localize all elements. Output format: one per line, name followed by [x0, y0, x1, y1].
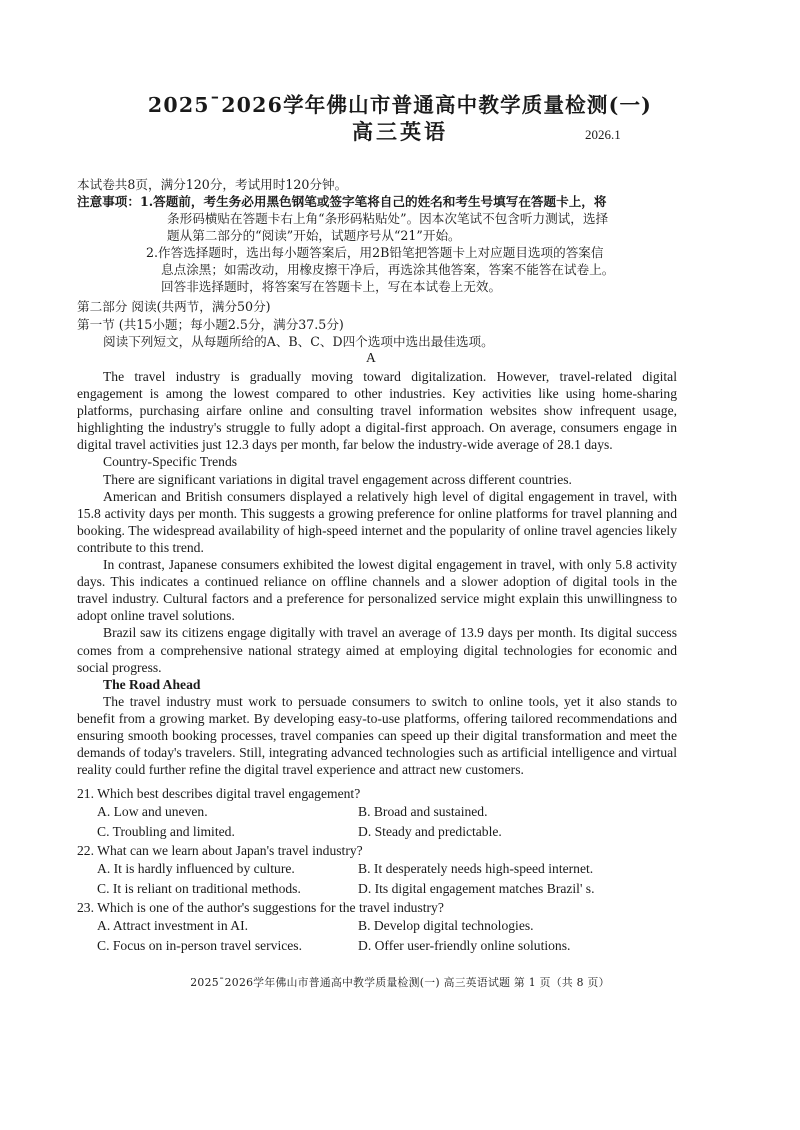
instructions-item2-line3: 回答非选择题时，将答案写在答题卡上，写在本试卷上无效。	[161, 279, 502, 294]
question-22-stem: 22. What can we learn about Japan's travel industry?	[77, 843, 363, 858]
instructions-label: 注意事项：	[77, 194, 140, 209]
question-22-option-b: B. It desperately needs high-speed internet.	[358, 861, 594, 876]
passage-paragraph: There are significant variations in digital travel engagement across different countries.	[103, 471, 572, 487]
instructions-item2-line2: 息点涂黑；如需改动，用橡皮擦干净后，再选涂其他答案，答案不能答在试卷上。	[161, 262, 615, 277]
question-23-stem: 23. Which is one of the author's suggestions for the travel industry?	[77, 900, 444, 915]
question-22-option-a: A. It is hardly influenced by culture.	[97, 861, 295, 876]
passage-paragraph: The travel industry is gradually moving toward digitalization. However, travel-related digital engagement is among the lowest compared to other industries. Key activities like using home-sharing platforms, purchasing airfare online and consulting travel information websites show infrequent usage, highlighting the industry's struggle to fully adopt a digital-first approach. On average, consumers engage in digital travel activities just 12.3 days per month, far below the industry-wide average of 28.1 days.	[77, 369, 677, 453]
question-23-option-c: C. Focus on in-person travel services.	[97, 938, 302, 953]
section-sub-heading: 第一节 (共15小题；每小题2.5分，满分37.5分)	[77, 317, 344, 332]
question-23-option-a: A. Attract investment in AI.	[97, 918, 249, 933]
question-23-option-b: B. Develop digital technologies.	[358, 918, 534, 933]
passage-paragraph: In contrast, Japanese consumers exhibited the lowest digital engagement in travel, with only 5.8 activity days. This indicates a continued reliance on offline channels and a slower adoption of digital tools in the travel industry. Cultural factors and a preference for personalized service might explain this unwillingness to adopt online travel solutions.	[77, 557, 677, 624]
instructions-item1-text: 1.答题前，考生务必用黑色钢笔或签字笔将自己的姓名和考生号填写在答题卡上，将	[139, 194, 607, 209]
instructions-item2-line1: 2.作答选择题时，选出每小题答案后，用2B铅笔把答题卡上对应题目选项的答案信	[146, 245, 604, 260]
instructions-item1-line2: 条形码横贴在答题卡右上角“条形码粘贴处”。因本次笔试不包含听力测试，选择	[167, 211, 609, 226]
question-21-option-d: D. Steady and predictable.	[358, 824, 502, 839]
passage-paragraph: American and British consumers displayed a relatively high level of digital engagement in travel, with 15.8 activity days per month. This suggests a growing preference for online platforms for travel planning and booking. The widespread availability of high-speed internet and the popularity of online travel agencies likely contribute to this trend.	[77, 488, 677, 555]
passage-label: A	[366, 350, 376, 365]
instructions-intro: 本试卷共8页，满分120分，考试用时120分钟。	[77, 177, 348, 192]
instructions-item1-line3: 题从第二部分的“阅读”开始，试题序号从“21”开始。	[167, 228, 461, 243]
exam-date: 2026.1	[585, 127, 621, 142]
passage-paragraph: The travel industry must work to persuade consumers to switch to online tools, yet it also stands to benefit from a growing market. By developing easy-to-use platforms, offering tailored recommendations and ensuring smooth booking processes, travel companies can speed up their digital transformation and meet the demands of today's travelers. Still, integrating advanced technologies such as artificial intelligence and virtual reality could further refine the digital travel experience and attract new customers.	[77, 693, 677, 778]
instructions-item1-line1	[77, 193, 607, 211]
passage-heading-trends: Country-Specific Trends	[103, 454, 238, 470]
question-22-option-d: D. Its digital engagement matches Brazil' s.	[358, 881, 595, 896]
question-23-option-d: D. Offer user-friendly online solutions.	[358, 938, 571, 953]
section-part-heading: 第二部分 阅读(共两节，满分50分)	[77, 299, 271, 314]
page-footer: 2025¯2026学年佛山市普通高中教学质量检测(一) 高三英语试题 第 1 页（共 8 页）	[190, 976, 610, 989]
question-22-option-c: C. It is reliant on traditional methods.	[97, 881, 301, 896]
question-21-stem: 21. Which best describes digital travel engagement?	[77, 786, 361, 801]
passage-heading-road: The Road Ahead	[103, 676, 201, 692]
exam-title: 2025¯2026学年佛山市普通高中教学质量检测(一)	[147, 93, 653, 117]
subject-title: 高三英语	[352, 119, 448, 144]
question-21-option-c: C. Troubling and limited.	[97, 824, 235, 839]
section-direction: 阅读下列短文，从每题所给的A、B、C、D四个选项中选出最佳选项。	[103, 334, 494, 349]
passage-paragraph: Brazil saw its citizens engage digitally with travel an average of 13.9 days per month. Its digital success comes from a comprehensive national strategy aimed at employing digital technologies for economic and social progress.	[77, 625, 677, 675]
question-21-option-a: A. Low and uneven.	[97, 804, 208, 819]
question-21-option-b: B. Broad and sustained.	[358, 804, 488, 819]
reading-passage	[77, 368, 677, 778]
